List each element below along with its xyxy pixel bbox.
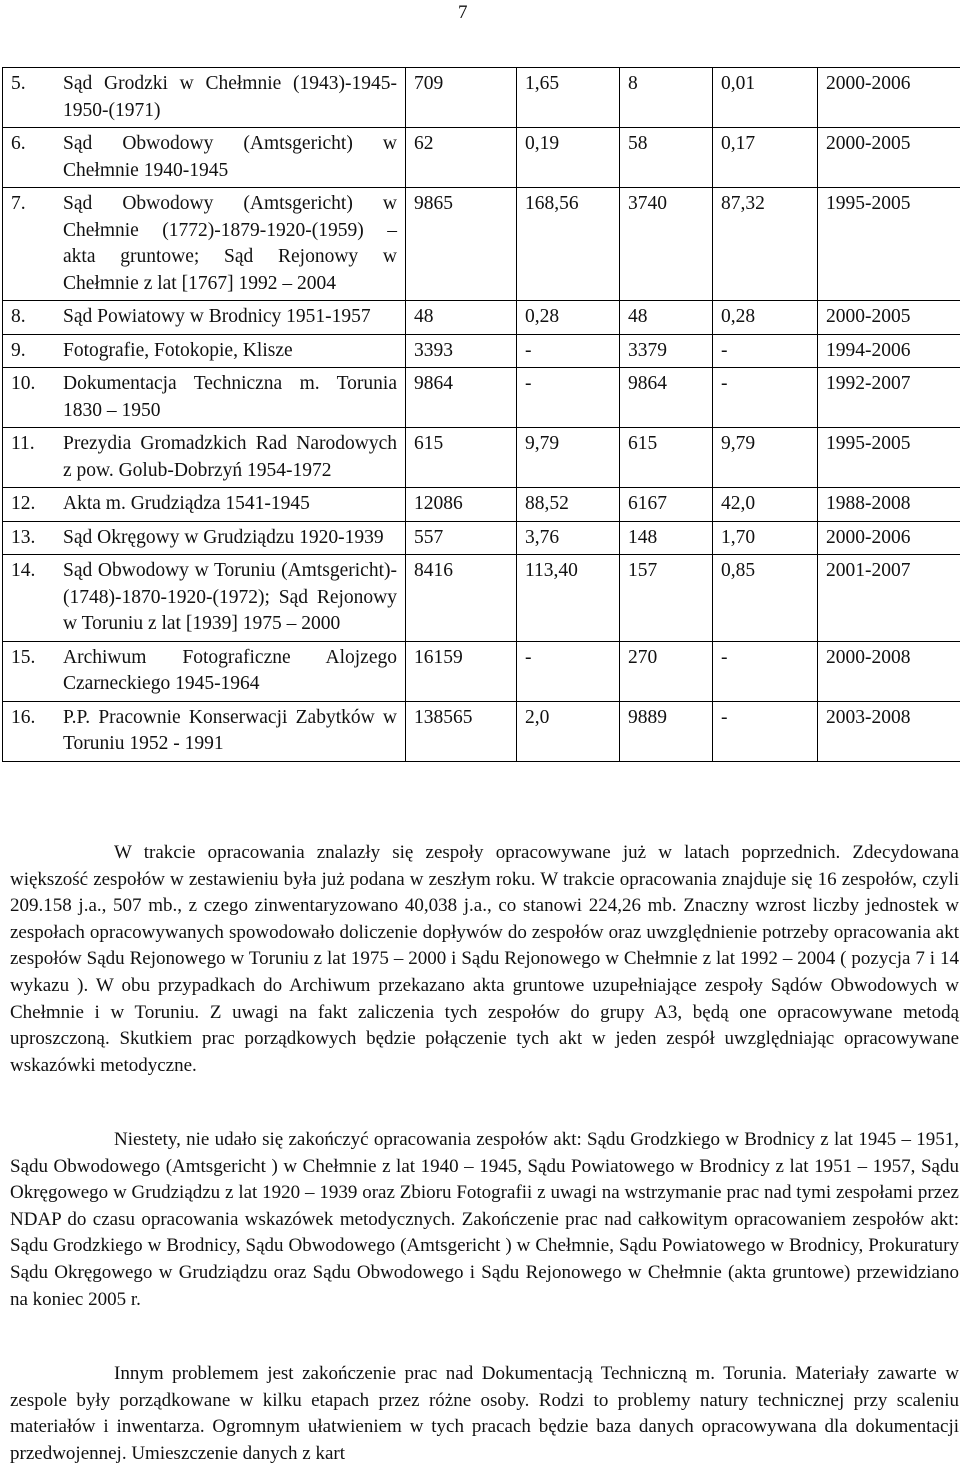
record-value-v4: 87,32 (713, 188, 818, 301)
record-value-v2: - (517, 368, 620, 428)
record-value-v4: 0,17 (713, 128, 818, 188)
record-value-v3: 270 (620, 641, 713, 701)
table-row (3, 334, 960, 368)
table-row (3, 521, 960, 555)
record-value-v3: 615 (620, 428, 713, 488)
page-number: 7 (458, 2, 468, 24)
record-value-v5: 1995-2005 (818, 428, 960, 488)
record-value-v1: 557 (406, 521, 517, 555)
record-name: Sąd Obwodowy w Toruniu (Amtsgericht)-(1748)-1870-1920-(1972); Sąd Rejonowy w Toruniu z lat [1939] 1975 – 2000 (63, 558, 397, 638)
record-value-v3: 8 (620, 68, 713, 128)
record-value-v5: 2003-2008 (818, 701, 960, 761)
record-value-v1: 48 (406, 301, 517, 335)
table-row (3, 428, 960, 488)
paragraph-3-text: Innym problemem jest zakończenie prac nad Dokumentacją Techniczną m. Torunia. Materiały zawarte w zespole były porządkowane w kilku etapach przez różne osoby. Rodzi to problemy natury technicznej przy scaleniu materiałów i inwentarza. Ogromnym ułatwieniem w tych pracach będzie baza danych opracowywana dla dokumentacji przedwojennej. Umieszczenie danych z kart (10, 1361, 959, 1467)
table-row (3, 701, 960, 761)
record-value-v2: 0,19 (517, 128, 620, 188)
paragraph-3 (10, 1361, 959, 1467)
record-value-v5: 2001-2007 (818, 555, 960, 642)
record-value-v4: 42,0 (713, 488, 818, 522)
record-value-v2: 113,40 (517, 555, 620, 642)
record-number: 11. (11, 431, 57, 458)
record-name: P.P. Pracownie Konserwacji Zabytków w Toruniu 1952 - 1991 (63, 705, 397, 758)
record-number: 9. (11, 338, 57, 365)
record-name-cell (3, 428, 406, 488)
record-value-v2: 168,56 (517, 188, 620, 301)
record-value-v2: 0,28 (517, 301, 620, 335)
record-value-v4: 0,85 (713, 555, 818, 642)
record-value-v5: 1992-2007 (818, 368, 960, 428)
record-number: 10. (11, 371, 57, 398)
record-name: Dokumentacja Techniczna m. Torunia 1830 – 1950 (63, 371, 397, 424)
record-number: 8. (11, 304, 57, 331)
record-value-v1: 62 (406, 128, 517, 188)
table-row (3, 68, 960, 128)
paragraph-1 (10, 840, 959, 1079)
record-value-v5: 2000-2005 (818, 301, 960, 335)
record-name: Sąd Powiatowy w Brodnicy 1951-1957 (63, 304, 397, 331)
record-value-v5: 2000-2008 (818, 641, 960, 701)
record-name-cell (3, 368, 406, 428)
paragraph-1-text: W trakcie opracowania znalazły się zespoły opracowywane już w latach poprzednich. Zdecydowana większość zespołów w zestawieniu była już podana w zeszłym roku. W trakcie opracowania znajduje się 16 zespołów, czyli 209.158 j.a., 507 mb., z czego zinwentaryzowano 40,038 j.a., co stanowi 224,26 mb. Znaczny wzrost liczby jednostek w zespołach opracowywanych spowodowało doliczenie dopływów do zespołów oraz uwzględnienie potrzeby opracowania akt zespołów Sądu Rejonowego w Toruniu z lat 1975 – 2000 i Sądu Rejonowego w Chełmnie z lat 1992 – 2004 ( pozycja 7 i 14 wykazu ). W obu przypadkach do Archiwum przekazano akta gruntowe uzupełniające zespoły Sądów Obwodowych w Chełmnie i w Toruniu. Z uwagi na fakt zaliczenia tych zespołów do grupy A3, będą one opracowywane metodą uproszczoną. Skutkiem prac porządkowych będzie połączenie tych akt w jeden zespół uwzględniając opracowywane wskazówki metodyczne. (10, 840, 959, 1079)
record-name-cell (3, 334, 406, 368)
record-value-v4: - (713, 368, 818, 428)
record-value-v1: 12086 (406, 488, 517, 522)
record-value-v1: 8416 (406, 555, 517, 642)
record-name: Sąd Okręgowy w Grudziądzu 1920-1939 (63, 525, 397, 552)
record-value-v2: - (517, 334, 620, 368)
record-value-v1: 9864 (406, 368, 517, 428)
record-value-v3: 58 (620, 128, 713, 188)
record-value-v1: 16159 (406, 641, 517, 701)
record-name: Sąd Obwodowy (Amtsgericht) w Chełmnie (1772)-1879-1920-(1959) – akta gruntowe; Sąd Rejonowy w Chełmnie z lat [1767] 1992 – 2004 (63, 191, 397, 297)
record-number: 5. (11, 71, 57, 98)
record-value-v1: 615 (406, 428, 517, 488)
record-value-v5: 1988-2008 (818, 488, 960, 522)
record-value-v5: 2000-2005 (818, 128, 960, 188)
record-number: 15. (11, 645, 57, 672)
record-value-v5: 2000-2006 (818, 68, 960, 128)
record-name-cell (3, 188, 406, 301)
record-value-v4: 9,79 (713, 428, 818, 488)
record-value-v3: 148 (620, 521, 713, 555)
record-number: 7. (11, 191, 57, 218)
record-value-v1: 709 (406, 68, 517, 128)
record-name: Fotografie, Fotokopie, Klisze (63, 338, 397, 365)
record-value-v5: 1995-2005 (818, 188, 960, 301)
table-row (3, 488, 960, 522)
record-number: 16. (11, 705, 57, 732)
record-name-cell (3, 301, 406, 335)
record-value-v1: 9865 (406, 188, 517, 301)
records-table (2, 67, 960, 762)
record-value-v2: 1,65 (517, 68, 620, 128)
record-value-v2: - (517, 641, 620, 701)
record-name: Sąd Obwodowy (Amtsgericht) w Chełmnie 1940-1945 (63, 131, 397, 184)
record-value-v2: 9,79 (517, 428, 620, 488)
record-name: Sąd Grodzki w Chełmnie (1943)-1945-1950-(1971) (63, 71, 397, 124)
record-name: Prezydia Gromadzkich Rad Narodowych z pow. Golub-Dobrzyń 1954-1972 (63, 431, 397, 484)
table-row (3, 301, 960, 335)
record-value-v3: 9889 (620, 701, 713, 761)
record-value-v4: 0,28 (713, 301, 818, 335)
record-name-cell (3, 701, 406, 761)
table-row (3, 641, 960, 701)
record-value-v4: - (713, 334, 818, 368)
paragraph-2-text: Niestety, nie udało się zakończyć opracowania zespołów akt: Sądu Grodzkiego w Brodnicy z lat 1945 – 1951, Sądu Obwodowego (Amtsgericht ) w Chełmnie z lat 1940 – 1945, Sądu Powiatowego w Brodnicy z lat 1951 – 1957, Sądu Okręgowego w Grudziądzu z lat 1920 – 1939 oraz Zbioru Fotografii z uwagi na wstrzymanie prac nad tymi zespołami przez NDAP do czasu opracowania wskazówek metodycznych. Zakończenie prac nad całkowitym opracowaniem zespołów akt: Sądu Grodzkiego w Brodnicy, Sądu Obwodowego (Amtsgericht ) w Chełmnie, Sądu Powiatowego w Brodnicy, Prokuratury Sądu Okręgowego w Grudziądzu oraz Sądu Obwodowego i Sądu Rejonowego w Chełmnie (akta gruntowe) przewidziano na koniec 2005 r. (10, 1127, 959, 1313)
record-name-cell (3, 488, 406, 522)
record-number: 14. (11, 558, 57, 585)
paragraph-2 (10, 1127, 959, 1313)
record-value-v2: 88,52 (517, 488, 620, 522)
record-number: 13. (11, 525, 57, 552)
record-value-v3: 3379 (620, 334, 713, 368)
record-name-cell (3, 521, 406, 555)
record-value-v3: 6167 (620, 488, 713, 522)
record-name-cell (3, 128, 406, 188)
records-table-body (3, 68, 960, 762)
record-value-v5: 1994-2006 (818, 334, 960, 368)
record-name: Akta m. Grudziądza 1541-1945 (63, 491, 397, 518)
record-name: Archiwum Fotograficzne Alojzego Czarneckiego 1945-1964 (63, 645, 397, 698)
record-value-v2: 2,0 (517, 701, 620, 761)
record-value-v4: - (713, 701, 818, 761)
record-value-v3: 9864 (620, 368, 713, 428)
table-row (3, 188, 960, 301)
record-value-v3: 3740 (620, 188, 713, 301)
record-value-v1: 3393 (406, 334, 517, 368)
table-row (3, 555, 960, 642)
record-value-v4: - (713, 641, 818, 701)
record-value-v5: 2000-2006 (818, 521, 960, 555)
record-value-v3: 157 (620, 555, 713, 642)
record-value-v3: 48 (620, 301, 713, 335)
table-row (3, 368, 960, 428)
record-number: 12. (11, 491, 57, 518)
record-value-v2: 3,76 (517, 521, 620, 555)
record-value-v4: 1,70 (713, 521, 818, 555)
table-row (3, 128, 960, 188)
record-value-v1: 138565 (406, 701, 517, 761)
record-name-cell (3, 641, 406, 701)
record-value-v4: 0,01 (713, 68, 818, 128)
record-name-cell (3, 555, 406, 642)
record-name-cell (3, 68, 406, 128)
record-number: 6. (11, 131, 57, 158)
